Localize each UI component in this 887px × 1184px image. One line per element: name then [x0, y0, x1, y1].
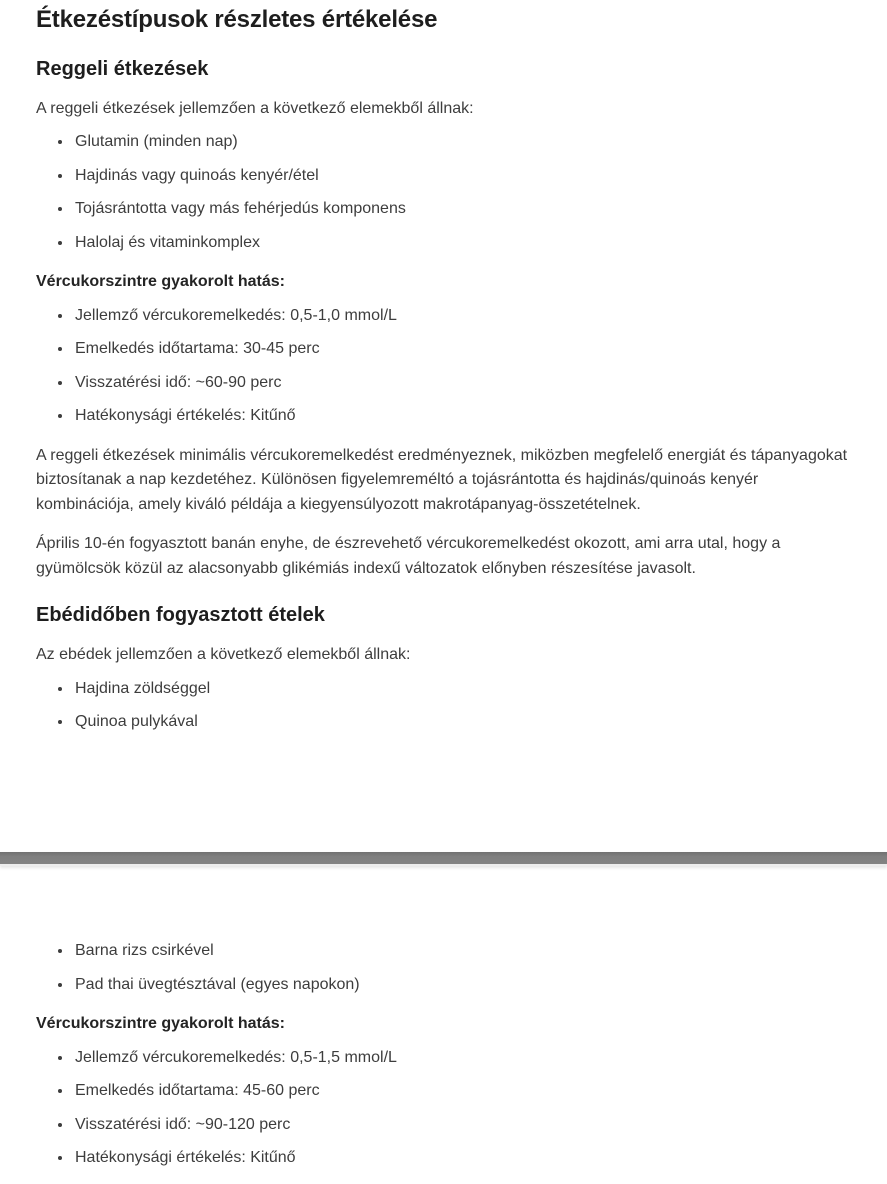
- list-item: • Emelkedés időtartama: 30-45 perc: [73, 337, 851, 362]
- page-break-divider: [0, 852, 887, 866]
- list-item: • Hajdinás vagy quinoás kenyér/étel: [73, 164, 851, 189]
- list-item: • Emelkedés időtartama: 45-60 perc: [73, 1079, 851, 1104]
- breakfast-effect-heading: Vércukorszintre gyakorolt hatás:: [36, 273, 285, 291]
- list-item: • Visszatérési idő: ~90-120 perc: [73, 1113, 851, 1138]
- list-item: • Barna rizs csirkével: [73, 939, 851, 964]
- breakfast-analysis-paragraph: A reggeli étkezések minimális vércukoremelkedést eredményeznek, miközben megfelelő energiát és tápanyagokat biztosítanak a nap kezdetéhez. Különösen figyelemreméltó a tojásrántotta és hajdinás/quinoás kenyér kombinációja, amely kiváló példája a kiegyensúlyozott makrotápanyag-összetételnek.: [36, 446, 848, 513]
- breakfast-components-list: [36, 130, 851, 255]
- lunch-components-list-page2: [36, 939, 851, 997]
- list-item: • Jellemző vércukoremelkedés: 0,5-1,0 mmol/L: [73, 304, 851, 329]
- list-item: • Hatékonysági értékelés: Kitűnő: [73, 404, 851, 429]
- list-item: • Pad thai üvegtésztával (egyes napokon): [73, 973, 851, 998]
- list-item: • Hatékonysági értékelés: Kitűnő: [73, 1146, 851, 1171]
- section-heading-lunch: Ebédidőben fogyasztott ételek: [36, 604, 325, 627]
- list-item: • Hajdina zöldséggel: [73, 677, 851, 702]
- breakfast-note-paragraph: Április 10-én fogyasztott banán enyhe, de észrevehető vércukoremelkedést okozott, ami arra utal, hogy a gyümölcsök közül az alacsonyabb glikémiás indexű változatok előnyben részesítése javasolt.: [36, 535, 781, 577]
- list-item: • Quinoa pulykával: [73, 710, 851, 735]
- list-item: • Jellemző vércukoremelkedés: 0,5-1,5 mmol/L: [73, 1046, 851, 1071]
- lunch-effect-list: [36, 1046, 851, 1171]
- list-item: • Visszatérési idő: ~60-90 perc: [73, 371, 851, 396]
- document-page-2: [0, 866, 887, 1171]
- breakfast-effect-list: [36, 304, 851, 429]
- lunch-effect-heading: Vércukorszintre gyakorolt hatás:: [36, 1015, 285, 1032]
- lunch-components-list-page1: [36, 677, 851, 735]
- section-heading-breakfast: Reggeli étkezések: [36, 57, 209, 80]
- lunch-intro-paragraph: Az ebédek jellemzően a következő elemekből állnak:: [36, 646, 411, 664]
- list-item: • Halolaj és vitaminkomplex: [73, 231, 851, 256]
- list-item: • Tojásrántotta vagy más fehérjedús komponens: [73, 197, 851, 222]
- breakfast-intro-paragraph: A reggeli étkezések jellemzően a következő elemekből állnak:: [36, 99, 474, 117]
- page-title: Étkezéstípusok részletes értékelése: [36, 6, 438, 33]
- list-item: • Glutamin (minden nap): [73, 130, 851, 155]
